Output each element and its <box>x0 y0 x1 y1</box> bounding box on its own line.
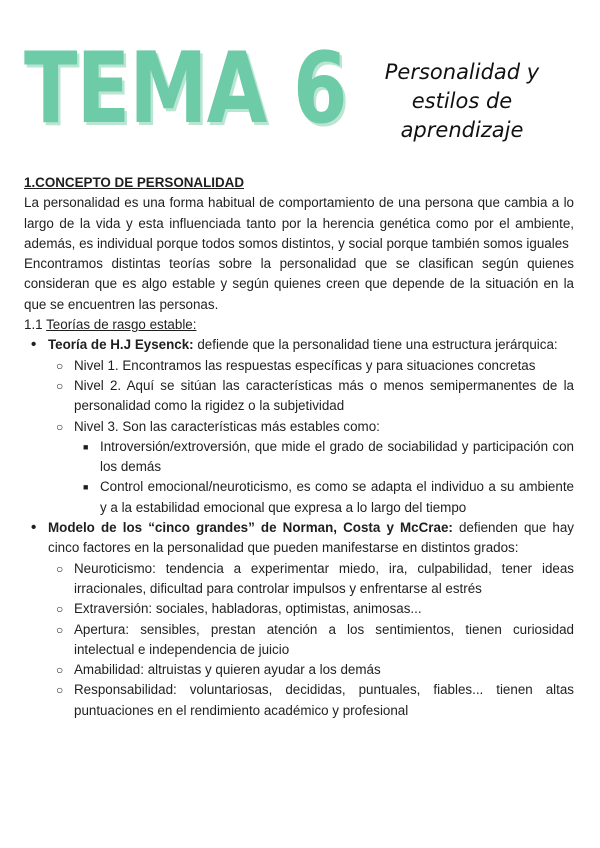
list-item-text: Apertura: sensibles, prestan atención a los sentimientos, tienen curiosidad intelectual e independencia de juicio <box>74 621 574 657</box>
list-item-text: Responsabilidad: voluntariosas, decididas, puntuales, fiables... tienen altas puntuaciones en el rendimiento académico y profesional <box>74 682 574 718</box>
subtitle-line: Personalidad y <box>384 60 540 84</box>
list-item-text: Amabilidad: altruistas y quieren ayudar a los demás <box>74 662 381 678</box>
sub-heading-text: Teorías de rasgo estable: <box>46 317 197 333</box>
sub-list-item-text: Control emocional/neuroticismo, es como se adapta el individuo a su ambiente y a la estabilidad emocional que expresa a lo largo del tiempo <box>100 479 574 515</box>
chapter-title: TEMA 6 <box>24 32 347 146</box>
sub-list-item <box>74 437 574 478</box>
theory-name: Teoría de H.J Eysenck: <box>48 337 194 353</box>
hollow-circle-bullet-icon: ○ <box>56 683 64 698</box>
theory-description: defiende que la personalidad tiene una estructura jerárquica: <box>193 337 558 353</box>
subtitle-line: estilos de <box>411 89 513 113</box>
list-item <box>48 620 574 661</box>
theory-item <box>24 335 574 518</box>
hollow-circle-bullet-icon: ○ <box>56 378 64 393</box>
theory-list <box>24 335 574 721</box>
paragraph: Encontramos distintas teorías sobre la personalidad que se clasifican según quienes consideran que es algo estable y según quienes creen que depende de la situación en la que se encuentren las personas. <box>24 256 574 312</box>
bullet-icon: • <box>31 336 37 354</box>
square-bullet-icon: ■ <box>83 482 89 493</box>
bullet-icon: • <box>31 519 37 537</box>
section-heading: 1.CONCEPTO DE PERSONALIDAD <box>24 175 244 190</box>
list-item-text: Extraversión: sociales, habladoras, optimistas, animosas... <box>74 601 422 617</box>
list-item-text: Nivel 3. Son las características más estables como: <box>74 418 380 434</box>
hollow-circle-bullet-icon: ○ <box>56 419 64 434</box>
list-item-text: Neuroticismo: tendencia a experimentar miedo, ira, culpabilidad, tener ideas irracionales, dificultad para controlar impulsos y enfrentarse al estrés <box>74 560 574 596</box>
paragraph: La personalidad es una forma habitual de comportamiento de una persona que cambia a lo largo de la vida y esta influenciada tanto por la herencia genética como por el ambiente, además, es individual porque todos somos distintos, y social porque también somos iguales <box>24 195 574 251</box>
list-item <box>48 356 574 376</box>
theory-description: defienden que hay cinco factores en la personalidad que pueden manifestarse en distintos grados: <box>48 520 574 556</box>
factor-list <box>48 559 574 721</box>
hollow-circle-bullet-icon: ○ <box>56 663 64 678</box>
hollow-circle-bullet-icon: ○ <box>56 561 64 576</box>
sub-heading <box>24 315 574 335</box>
hollow-circle-bullet-icon: ○ <box>56 358 64 373</box>
chapter-subtitle <box>362 58 562 145</box>
list-item <box>48 599 574 619</box>
list-item <box>48 660 574 680</box>
list-item <box>48 417 574 518</box>
theory-item <box>24 518 574 721</box>
level-list <box>48 356 574 518</box>
list-item <box>48 376 574 417</box>
sub-list-item <box>74 477 574 518</box>
hollow-circle-bullet-icon: ○ <box>56 622 64 637</box>
square-bullet-icon: ■ <box>83 441 89 452</box>
list-item <box>48 559 574 600</box>
theory-name: Modelo de los “cinco grandes” de Norman, Costa y McCrae: <box>48 520 453 536</box>
sub-heading-number: 1.1 <box>24 317 43 333</box>
sub-list-item-text: Introversión/extroversión, que mide el grado de sociabilidad y participación con los demás <box>100 438 574 475</box>
list-item-text: Nivel 2. Aquí se sitúan las características más o menos semipermanentes de la personalidad como la rigidez o la subjetividad <box>74 377 574 414</box>
hollow-circle-bullet-icon: ○ <box>56 602 64 617</box>
sub-list <box>74 437 574 518</box>
list-item-text: Nivel 1. Encontramos las respuestas específicas y para situaciones concretas <box>74 357 536 373</box>
list-item <box>48 680 574 721</box>
subtitle-line: aprendizaje <box>400 118 524 142</box>
document-body <box>24 173 574 721</box>
